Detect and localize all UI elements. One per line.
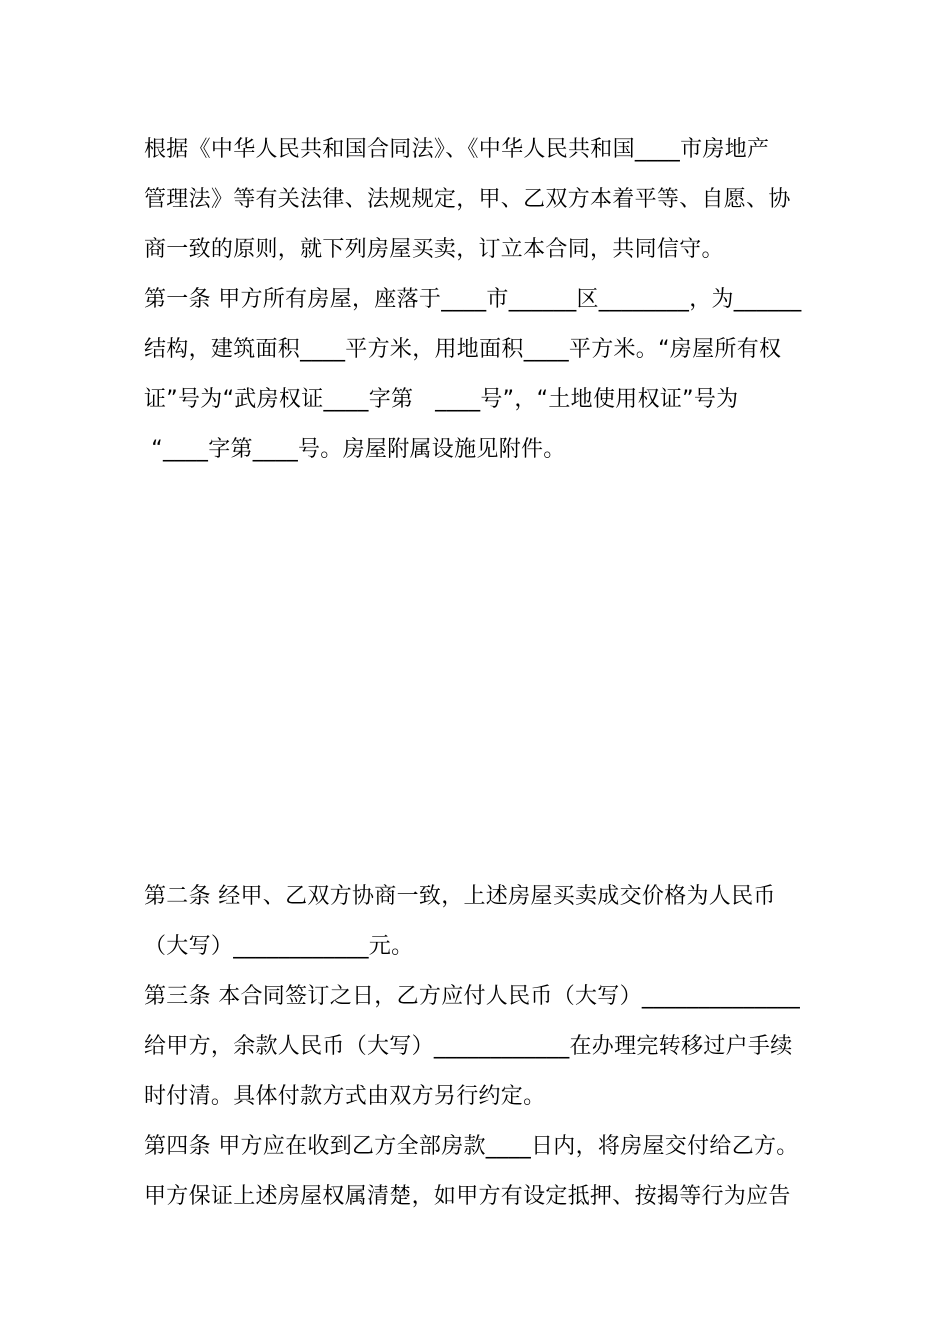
text-line: 管理法》等有关法律、法规规定，甲、乙双方本着平等、自愿、协 xyxy=(144,187,791,212)
text-line: 第二条 经甲、乙双方协商一致，上述房屋买卖成交价格为人民币 xyxy=(144,884,776,909)
text-line: “____字第____号。房屋附属设施见附件。 xyxy=(144,437,566,462)
text-line: 第三条 本合同签订之日，乙方应付人民币（大写）______________ xyxy=(144,984,801,1009)
text-line: 证”号为“武房权证____字第 ____号”，“土地使用权证”号为 xyxy=(144,387,739,412)
text-line: 商一致的原则，就下列房屋买卖，订立本合同，共同信守。 xyxy=(144,237,724,262)
text-line: 根据《中华人民共和国合同法》、《中华人民共和国____市房地产 xyxy=(144,137,770,162)
text-line: 结构，建筑面积____平方米，用地面积____平方米。“房屋所有权 xyxy=(144,337,782,362)
text-line: 时付清。具体付款方式由双方另行约定。 xyxy=(144,1084,546,1109)
text-line: 第四条 甲方应在收到乙方全部房款____日内，将房屋交付给乙方。 xyxy=(144,1134,799,1159)
text-line: （大写）____________元。 xyxy=(144,934,414,959)
text-line: 第一条 甲方所有房屋，座落于____市______区________，为______ xyxy=(144,287,802,312)
text-line: 给甲方，余款人民币（大写）____________在办理完转移过户手续 xyxy=(144,1034,793,1059)
text-line: 甲方保证上述房屋权属清楚，如甲方有设定抵押、按揭等行为应告 xyxy=(144,1184,791,1209)
